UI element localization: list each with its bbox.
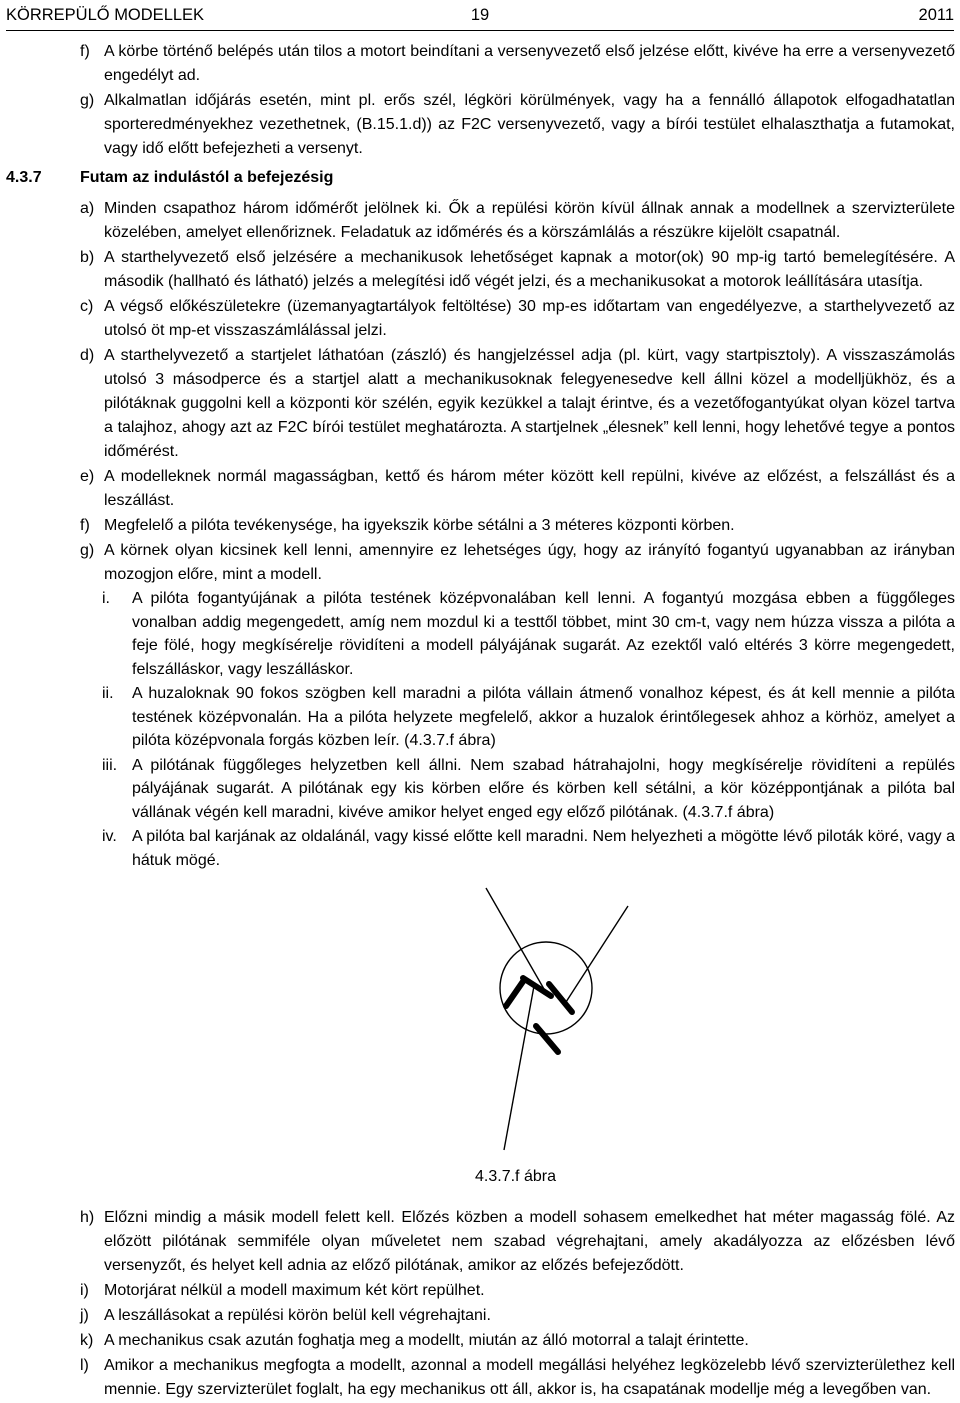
list-item — [6, 197, 955, 245]
section-heading — [6, 166, 955, 190]
list-marker: c) — [80, 298, 94, 315]
list-item — [6, 344, 955, 464]
list-marker: g) — [80, 92, 95, 109]
list-item — [6, 1279, 955, 1303]
list-item — [6, 1329, 955, 1353]
list-text: A leszállásokat a repülési körön belül kell végrehajtani. — [104, 1307, 491, 1324]
list-item — [6, 514, 955, 538]
sub-list-marker: ii. — [102, 685, 114, 702]
list-marker: f) — [80, 43, 90, 60]
pilot-centerline — [504, 986, 534, 1150]
list-text: Minden csapathoz három időmérőt jelölnek ki. Ők a repülési körön kívül állnak annak a modellnek a szervizterülete közelében, amelyet ellenőriznek. Feladatuk az időmérés és a körszámlálás a részükre kijelölt csapatnál. — [104, 200, 955, 241]
sub-list-item — [6, 825, 955, 872]
list-item — [6, 539, 955, 587]
pilot-position-figure — [6, 880, 955, 1165]
list-item — [6, 246, 955, 294]
sub-list-text: A pilóta bal karjának az oldalánál, vagy kissé előtte kell maradni. Nem helyezheti a mögötte lévő piloták köré, vagy a hátuk mögé. — [132, 828, 955, 869]
list-item — [6, 89, 955, 161]
list-marker: g) — [80, 542, 95, 559]
list-item — [6, 40, 955, 88]
list-text: Előzni mindig a másik modell felett kell. Előzés közben a modell sohasem emelkedhet hat méter magasság fölé. Az előzött pilótának semmiféle olyan műveletet nem szabad végrehajtani, amely akadályozza az előzésben lévő versenyzőt, és helyet kell adnia az előző pilótának, amikor az előzés befejeződött. — [104, 1209, 955, 1274]
section-number: 4.3.7 — [6, 169, 42, 186]
page-body — [6, 40, 955, 1403]
list-marker: j) — [80, 1307, 89, 1324]
list-text: A körnek olyan kicsinek kell lenni, amennyire ez lehetséges úgy, hogy az irányító fogantyú ugyanabban az irányban mozogjon előre, mint a modell. — [104, 542, 955, 583]
list-item — [6, 1354, 955, 1402]
list-text: A starthelyvezető a startjelet láthatóan (zászló) és hangjelzéssel adja (pl. kürt, vagy startpisztoly). A visszaszámolás utolsó 3 másodperce és a startjel alatt a mechanikusoknak felegyenesedve kell állni közel a modelljükhöz, és a pilótáknak guggolni kell a központi kör szélén, egyik kezükkel a talajt érintve, és a vezetőfogantyúkat olyan közel tartva a talajhoz, ahogy azt az F2C bírói testület meghatározta. A startjelnek „élesnek” kell lenni, hogy lehetővé tegye a pontos időmérést. — [104, 347, 955, 460]
list-text: A végső előkészületekre (üzemanyagtartályok feltöltése) 30 mp-es időtartam van engedélyezve, a starthelyvezető az utolsó öt mp-et visszaszámlálással jelzi. — [104, 298, 955, 339]
sub-list-text: A pilótának függőleges helyzetben kell állni. Nem szabad hátrahajolni, hogy megkísérelje rövidíteni a repülés pályájának sugarát. A pilótának egy kis körben előre és körben kell sétálni, a kör középpontjának a pilóta bal vállának végén kell maradni, kivéve amikor helyet enged egy előző pilótának. (4.3.7.f ábra) — [132, 756, 955, 821]
pilot-handle-mark — [536, 1026, 558, 1052]
list-marker: f) — [80, 517, 90, 534]
list-item — [6, 1206, 955, 1278]
sub-list-item — [6, 587, 955, 681]
list-marker: e) — [80, 468, 95, 485]
list-text: Alkalmatlan időjárás esetén, mint pl. erős szél, légköri körülmények, vagy ha a fennálló állapotok elfogadhatatlan sporteredményekhez vezethetnek, (B.15.1.d)) az F2C versenyvezető, vagy a bírói testület elhalaszthatja a futamokat, vagy idő előtt befejezheti a versenyt. — [104, 92, 955, 157]
list-text: Motorjárat nélkül a modell maximum két kört repülhet. — [104, 1282, 485, 1299]
sub-list-text: A pilóta fogantyújának a pilóta testének középvonalában kell lenni. A fogantyú mozgása ebben a függőleges vonalban addig megengedett, amíg nem mozdul ki a testtől többet, mint 30 cm-t, vagy nem húzza vissza a pilóta a feje fölé, hogy megkísérelje rövidíteni a modell pályájának sugarát. Az ezektől való eltérés 3 körre megengedett, felszálláskor, vagy leszálláskor. — [132, 590, 955, 678]
pilot-arm-mark — [506, 980, 524, 1006]
header-year: 2011 — [918, 6, 954, 24]
sub-list-marker: i. — [102, 590, 110, 607]
page-header — [6, 0, 954, 31]
list-item — [6, 465, 955, 513]
figure-caption: 4.3.7.f ábra — [475, 1168, 556, 1185]
sub-list-item — [6, 754, 955, 825]
sub-list-marker: iv. — [102, 828, 117, 845]
list-text: A modelleknek normál magasságban, kettő és három méter között kell repülni, kivéve az előzést, a felszállást és a leszállást. — [104, 468, 955, 509]
list-text: A körbe történő belépés után tilos a motort beindítani a versenyvezető első jelzése előtt, kivéve ha erre a versenyvezető engedélyt ad. — [104, 43, 955, 84]
list-marker: a) — [80, 200, 95, 217]
list-text: Megfelelő a pilóta tevékenysége, ha igyekszik körbe sétálni a 3 méteres központi körben. — [104, 517, 735, 534]
list-item — [6, 295, 955, 343]
list-text: Amikor a mechanikus megfogta a modellt, azonnal a modell megállási helyéhez legközelebb lévő szervizterülethez kell mennie. Egy szervizterület foglalt, ha egy mechanikus ott áll, akkor is, ha csapatának modellje még a levegőben van. — [104, 1357, 955, 1398]
pilot-walking-circle — [500, 942, 592, 1034]
list-text: A starthelyvezető első jelzésére a mechanikusok lehetőséget kapnak a motor(ok) 90 mp-ig tartó bemelegítésére. A második (hallható és látható) jelzés a melegítési idő végét jelzi, és a mechanikusokat a motorok leállítására utasítja. — [104, 249, 955, 290]
control-line-outer — [566, 906, 628, 1002]
sub-list-marker: iii. — [102, 756, 118, 774]
pilot-circle-diagram — [476, 880, 646, 1152]
list-marker: k) — [80, 1332, 94, 1349]
list-marker: d) — [80, 347, 95, 364]
list-marker: h) — [80, 1209, 95, 1226]
list-text: A mechanikus csak azután foghatja meg a modellt, miután az álló motorral a talajt érintette. — [104, 1332, 749, 1349]
pilot-shoulder-mark — [523, 978, 551, 996]
list-marker: l) — [80, 1357, 89, 1374]
list-marker: b) — [80, 249, 95, 266]
sub-list-item — [6, 682, 955, 753]
header-title: KÖRREPÜLŐ MODELLEK — [6, 6, 205, 24]
header-page-number: 19 — [470, 6, 490, 24]
list-marker: i) — [80, 1282, 89, 1299]
sub-list-text: A huzaloknak 90 fokos szögben kell maradni a pilóta vállain átmenő vonalhoz képest, és át kell mennie a pilóta testének középvonalán. Ha a pilóta helyzete megfelelő, akkor a huzalok érintőlegesek ahhoz a körhöz, amelyet a pilóta középvonala forgás közben leír. (4.3.7.f ábra) — [132, 685, 955, 749]
section-title: Futam az indulástól a befejezésig — [80, 169, 334, 186]
list-item — [6, 1304, 955, 1328]
